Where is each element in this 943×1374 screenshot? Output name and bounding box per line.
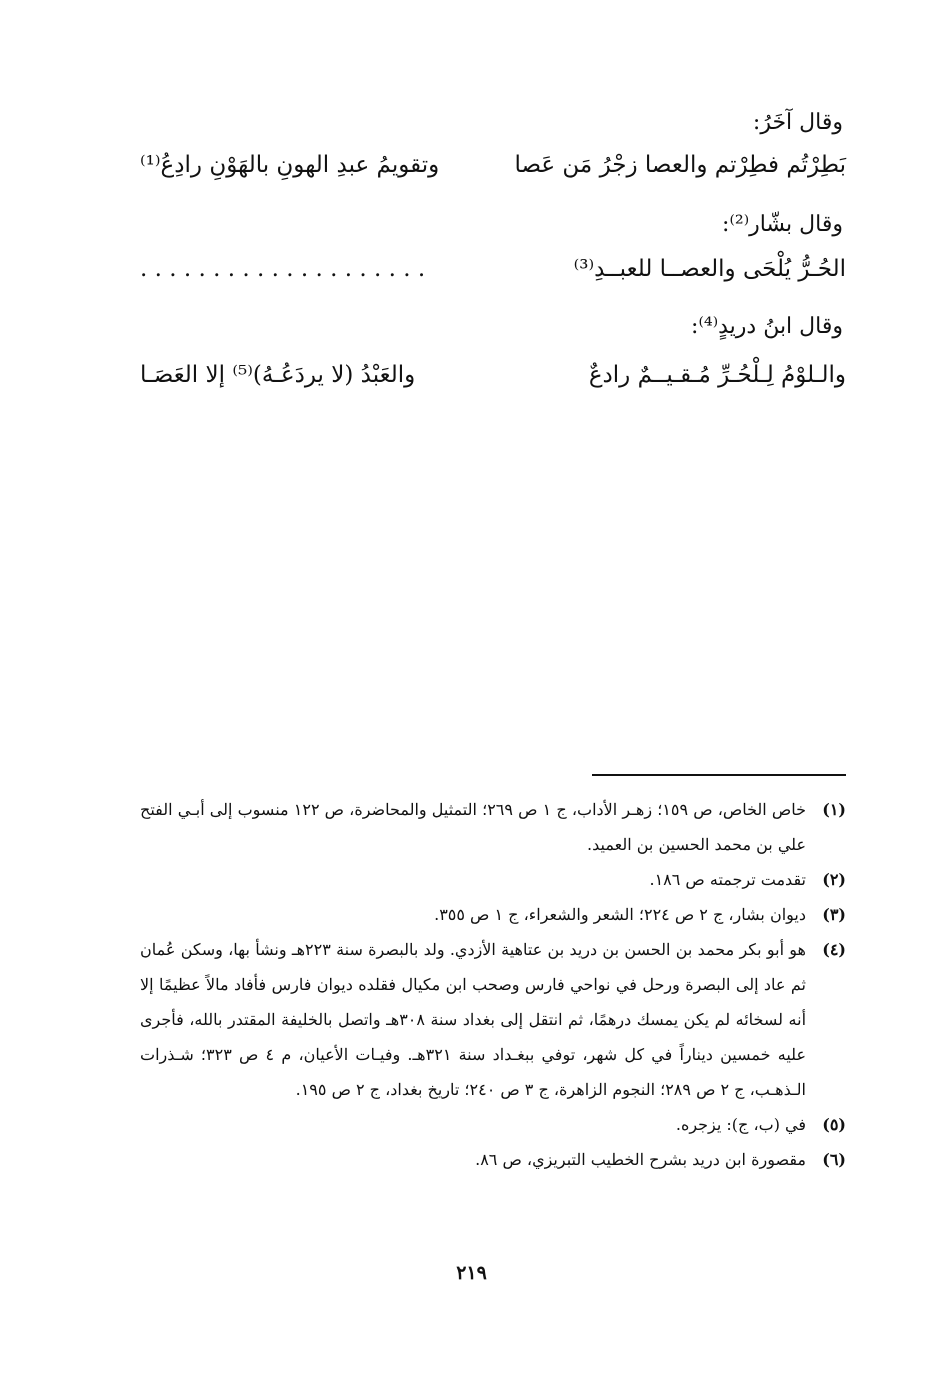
footnotes (140, 792, 846, 1177)
footnote-4 (140, 932, 846, 1107)
footnote-number: (١) (822, 800, 846, 819)
footnote-number: (٣) (822, 905, 846, 924)
footnote-number: (٤) (822, 940, 846, 959)
poem-intro-2: وقال بشّار⁽²⁾: (722, 212, 843, 237)
verse-2-ellipsis: . . . . . . . . . . . . . . . . . . . . (140, 256, 426, 282)
footnote-text: خاص الخاص، ص ١٥٩؛ زهـر الأداب، ج ١ ص ٢٦٩؛ التمثيل والمحاضرة، ص ١٢٢ منسوب إلى أبـي الفتح علي بن محمد الحسين بن العميد. (140, 800, 807, 854)
verse-2 (140, 256, 846, 296)
footnote-number: (٢) (822, 870, 846, 889)
footnote-separator (592, 774, 846, 776)
poem-intro-3: وقال ابنُ دريدٍ⁽⁴⁾: (691, 314, 843, 339)
page-number: ٢١٩ (456, 1262, 487, 1284)
footnote-5 (140, 1107, 846, 1142)
footnote-text: ديوان بشار، ج ٢ ص ٢٢٤؛ الشعر والشعراء، ج ١ ص ٣٥٥. (434, 905, 806, 924)
verse-1-first-hemistich: بَطِرْتُم فطِرْتم والعصا زجْرُ مَن عَصا (514, 152, 846, 178)
footnote-6 (140, 1142, 846, 1177)
poem-intro-1: وقال آخَرُ: (752, 110, 843, 135)
footnote-text: في (ب، ج): يزجره. (675, 1115, 806, 1134)
verse-3-second-hemistich: والعَبْدُ (لا يردَعُـهُ)⁽⁵⁾ إلا العَصَـا (140, 362, 416, 388)
verse-3-first-hemistich: والـلوْمُ لِـلْحُـرِّ مُـقـيــمٌ رادعٌ (588, 362, 846, 388)
footnote-number: (٦) (822, 1150, 846, 1169)
footnote-text: تقدمت ترجمته ص ١٨٦. (649, 870, 806, 889)
footnote-2 (140, 862, 846, 897)
verse-1-second-hemistich: وتقويمُ عبدِ الهونِ بالهَوْنِ رادِعُ⁽¹⁾ (140, 152, 440, 178)
footnote-number: (٥) (822, 1115, 846, 1134)
footnote-1 (140, 792, 846, 862)
footnote-text: هو أبو بكر محمد بن الحسن بن دريد بن عتاهية الأزدي. ولد بالبصرة سنة ٢٢٣هـ ونشأ بها، وسكن عُمان ثم عاد إلى البصرة ورحل في نواحي فارس وصحب ابن مكيال فقلده ديوان فارس فأفاد مالاً عظيمًا إلا أنه لسخائه لم يكن يمسك درهمًا، ثم انتقل إلى بغداد سنة ٣٠٨هـ واتصل بالخليفة المقتدر بالله، فأجرى عليه خمسين ديناراً في كل شهر، توفي ببغـداد سنة ٣٢١هـ. وفيـات الأعيان، م ٤ ص ٣٢٣؛ شـذرات الـذهـب، ج ٢ ص ٢٨٩؛ النجوم الزاهرة، ج ٣ ص ٢٤٠؛ تاريخ بغداد، ج ٢ ص ١٩٥. (140, 940, 807, 1099)
verse-3 (140, 362, 846, 402)
footnote-text: مقصورة ابن دريد بشرح الخطيب التبريزي، ص ٨٦. (475, 1150, 806, 1169)
verse-2-first-hemistich: الحُـرُّ يُلْحَى والعصــا للعبــدِ⁽³⁾ (573, 256, 846, 282)
footnote-3 (140, 897, 846, 932)
verse-1 (140, 152, 846, 192)
